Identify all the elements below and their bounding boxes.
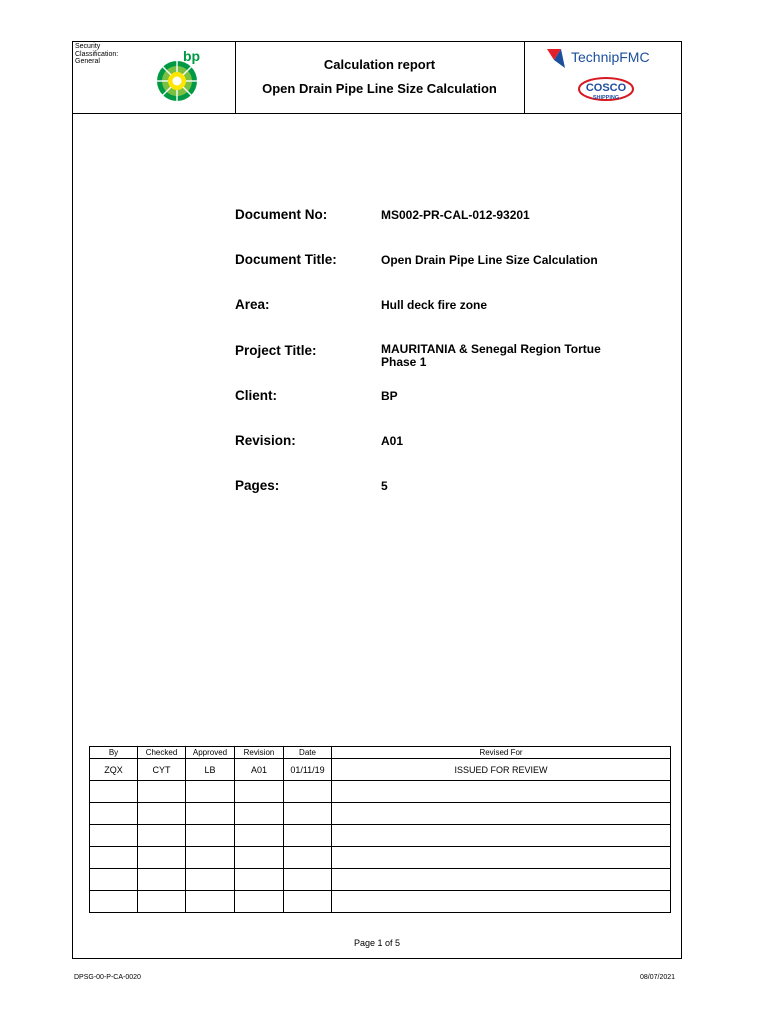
table-cell [235, 803, 284, 825]
project-title-value: MAURITANIA & Senegal Region Tortue Phase 1 [381, 342, 601, 369]
table-row [90, 781, 671, 803]
client-label: Client: [235, 388, 277, 403]
table-cell [284, 891, 332, 913]
table-cell [332, 803, 671, 825]
table-cell [186, 781, 235, 803]
table-cell [235, 869, 284, 891]
document-no-label: Document No: [235, 207, 328, 222]
table-cell [186, 825, 235, 847]
footer-date: 08/07/2021 [640, 974, 676, 981]
header-right-cell [525, 42, 681, 113]
revision-label: Revision: [235, 433, 296, 448]
table-cell: ZQX [90, 759, 138, 781]
table-cell: A01 [235, 759, 284, 781]
table-cell [138, 847, 186, 869]
footer-document-code: DPSG-00-P-CA-0020 [74, 974, 141, 981]
revision-value: A01 [381, 434, 404, 448]
column-header-checked: Checked [138, 747, 186, 759]
table-cell [332, 891, 671, 913]
document-header [73, 42, 681, 114]
table-cell [332, 869, 671, 891]
table-cell [235, 847, 284, 869]
security-value: General [75, 58, 100, 65]
header-title-cell [235, 42, 525, 113]
table-cell [138, 781, 186, 803]
area-label: Area: [235, 297, 270, 312]
document-no-value: MS002-PR-CAL-012-93201 [381, 208, 530, 222]
table-cell [332, 825, 671, 847]
technipfmc-logo-text: TechnipFMC [571, 49, 650, 65]
report-type-title: Calculation report [323, 57, 436, 72]
table-row [90, 869, 671, 891]
table-row [90, 847, 671, 869]
table-row [90, 803, 671, 825]
table-cell [90, 825, 138, 847]
report-subject-title: Open Drain Pipe Line Size Calculation [262, 81, 497, 96]
bp-logo-text: bp [183, 48, 201, 64]
table-cell [90, 891, 138, 913]
client-value: BP [381, 389, 398, 403]
revision-table [89, 746, 671, 913]
table-cell: LB [186, 759, 235, 781]
column-header-date: Date [284, 747, 332, 759]
table-cell [90, 869, 138, 891]
table-cell [186, 847, 235, 869]
table-cell [138, 891, 186, 913]
table-cell: 01/11/19 [284, 759, 332, 781]
table-cell: ISSUED FOR REVIEW [332, 759, 671, 781]
document-title-value: Open Drain Pipe Line Size Calculation [381, 253, 598, 267]
table-cell [235, 825, 284, 847]
table-cell [186, 803, 235, 825]
pages-value: 5 [381, 479, 388, 493]
pages-label: Pages: [235, 478, 280, 493]
table-cell: CYT [138, 759, 186, 781]
table-cell [284, 825, 332, 847]
table-cell [138, 825, 186, 847]
table-row [90, 759, 671, 781]
table-cell [186, 869, 235, 891]
revision-table-header-row [90, 747, 671, 759]
security-label: Security Classification: [75, 43, 119, 58]
area-value: Hull deck fire zone [381, 298, 488, 312]
header-left-cell [73, 42, 236, 113]
table-cell [284, 781, 332, 803]
table-cell [90, 847, 138, 869]
cosco-logo-subtext: SHIPPING [592, 95, 620, 101]
column-header-revision: Revision [235, 747, 284, 759]
project-title-label: Project Title: [235, 343, 317, 358]
column-header-approved: Approved [186, 747, 235, 759]
table-cell [235, 781, 284, 803]
table-cell [90, 781, 138, 803]
table-cell [284, 803, 332, 825]
column-header-by: By [90, 747, 138, 759]
table-cell [284, 869, 332, 891]
table-cell [332, 781, 671, 803]
table-cell [90, 803, 138, 825]
table-row [90, 891, 671, 913]
cosco-logo-text: COSCO [585, 82, 627, 94]
document-frame [72, 41, 682, 959]
table-cell [284, 847, 332, 869]
table-cell [235, 891, 284, 913]
document-title-label: Document Title: [235, 252, 337, 267]
column-header-revised-for: Revised For [332, 747, 671, 759]
table-cell [186, 891, 235, 913]
table-cell [138, 869, 186, 891]
table-cell [332, 847, 671, 869]
technipfmc-logo [545, 46, 675, 72]
table-row [90, 825, 671, 847]
cosco-shipping-logo [571, 75, 641, 105]
security-classification [75, 43, 145, 66]
page-number: Page 1 of 5 [353, 938, 401, 948]
table-cell [138, 803, 186, 825]
